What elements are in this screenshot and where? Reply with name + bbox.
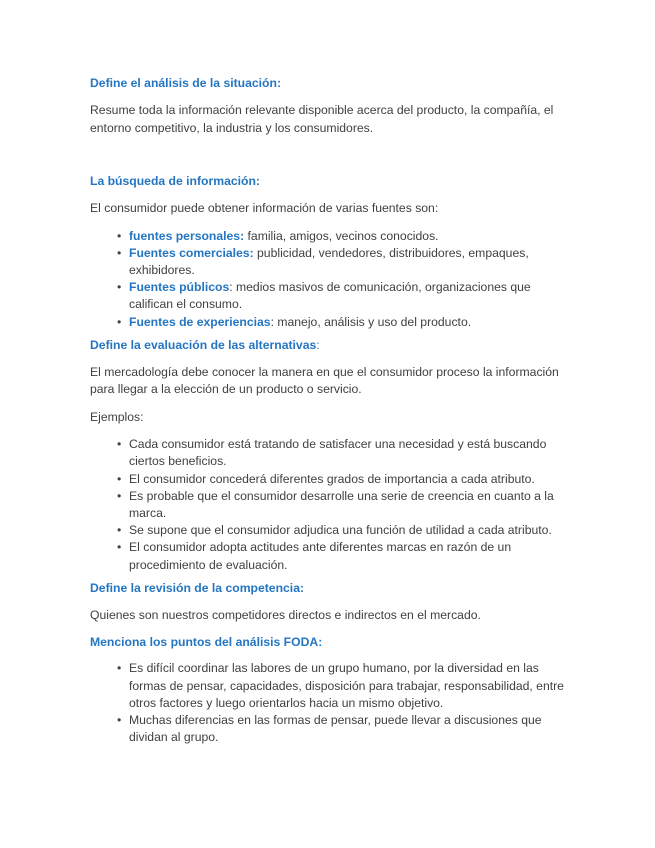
list-item	[90, 712, 570, 746]
bullet-icon: •	[117, 314, 122, 329]
paragraph-search-intro: El consumidor puede obtener información de varias fuentes son:	[90, 201, 439, 215]
bullet-icon: •	[117, 280, 122, 295]
bullet-icon: •	[117, 523, 122, 538]
bullet-icon: •	[117, 471, 122, 486]
source-text: familia, amigos, vecinos conocidos.	[244, 228, 439, 243]
document-content	[90, 75, 570, 746]
list-item	[90, 539, 570, 573]
source-text: publicidad, vendedores, distribuidores, empaques, exhibidores.	[129, 245, 529, 277]
source-term: Fuentes comerciales:	[129, 245, 254, 260]
list-item	[90, 245, 570, 279]
heading-alternatives-text: Define la evaluación de las alternativas	[90, 337, 317, 352]
bullet-icon: •	[117, 712, 122, 727]
bullet-icon: •	[117, 437, 122, 452]
list-examples	[90, 436, 570, 574]
list-item	[90, 436, 570, 470]
example-text: El consumidor concederá diferentes grados de importancia a cada atributo.	[129, 471, 535, 486]
swot-text: Muchas diferencias en las formas de pensar, puede llevar a discusiones que dividan al grupo.	[129, 712, 542, 745]
heading-swot: Menciona los puntos del análisis FODA:	[90, 635, 323, 650]
example-text: Cada consumidor está tratando de satisfacer una necesidad y está buscando ciertos beneficios.	[129, 437, 547, 469]
heading-alternatives-colon: :	[316, 337, 320, 352]
example-text: Se supone que el consumidor adjudica una función de utilidad a cada atributo.	[129, 523, 552, 538]
bullet-icon: •	[117, 488, 122, 503]
list-item	[90, 279, 570, 313]
list-item	[90, 228, 570, 245]
paragraph-situation: Resume toda la información relevante disponible acerca del producto, la compañía, el entorno competitivo, la industria y los consumidores.	[90, 103, 554, 135]
bullet-icon: •	[117, 661, 122, 676]
heading-search: La búsqueda de información:	[90, 174, 260, 188]
bullet-icon: •	[117, 540, 122, 555]
source-term: Fuentes de experiencias	[129, 314, 271, 329]
example-text: El consumidor adopta actitudes ante diferentes marcas en razón de un procedimiento de evaluación.	[129, 540, 512, 572]
list-item	[90, 471, 570, 488]
list-item	[90, 660, 570, 712]
list-item	[90, 488, 570, 522]
list-swot	[90, 660, 570, 746]
list-sources	[90, 228, 570, 331]
heading-situation: Define el análisis de la situación:	[90, 76, 282, 90]
bullet-icon: •	[117, 245, 122, 260]
paragraph-competition: Quienes son nuestros competidores directos e indirectos en el mercado.	[90, 607, 481, 622]
source-text: : manejo, análisis y uso del producto.	[270, 314, 472, 329]
paragraph-alternatives: El mercadología debe conocer la manera en que el consumidor proceso la información para llegar a la elección de un producto o servicio.	[90, 364, 559, 397]
swot-text: Es difícil coordinar las labores de un grupo humano, por la diversidad en las formas de pensar, capacidades, disposición para trabajar, responsabilidad, entre otros factores y luego orientarlos hacia un mismo objetivo.	[129, 661, 564, 710]
heading-alternatives	[90, 337, 570, 354]
source-term: fuentes personales:	[129, 228, 245, 243]
source-text: : medios masivos de comunicación, organizaciones que califican el consumo.	[129, 280, 531, 312]
list-item	[90, 522, 570, 539]
list-item	[90, 314, 570, 331]
example-text: Es probable que el consumidor desarrolle una serie de creencia en cuanto a la marca.	[129, 488, 554, 521]
examples-label: Ejemplos:	[90, 409, 144, 424]
heading-competition: Define la revisión de la competencia:	[90, 580, 305, 595]
source-term: Fuentes públicos	[129, 280, 230, 295]
bullet-icon: •	[117, 228, 122, 243]
